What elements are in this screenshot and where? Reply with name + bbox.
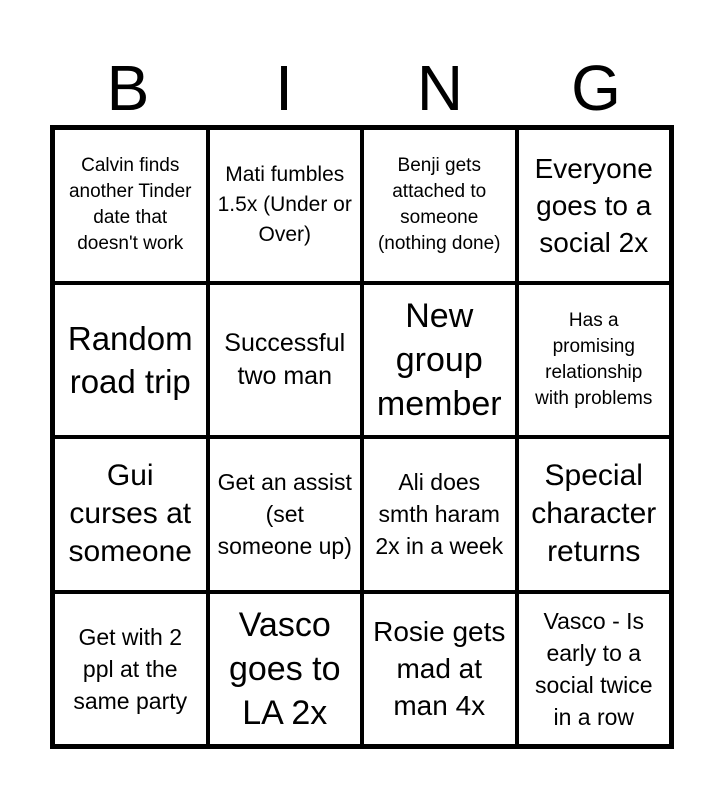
cell-text: Ali does smth haram 2x in a week	[375, 469, 504, 560]
cell-text: Gui curses at someone	[68, 459, 192, 569]
cell-text: Mati fumbles 1.5x (Under or Over)	[217, 163, 352, 247]
bingo-cell[interactable]	[517, 283, 672, 438]
bingo-cell[interactable]	[208, 592, 363, 747]
bingo-cell[interactable]	[517, 437, 672, 592]
bingo-header	[50, 52, 674, 124]
bingo-cell[interactable]	[362, 437, 517, 592]
bingo-cell[interactable]	[208, 128, 363, 283]
cell-text: Everyone goes to a social 2x	[534, 152, 653, 258]
cell-text: Rosie gets mad at man 4x	[373, 616, 506, 722]
bingo-cell[interactable]	[208, 437, 363, 592]
cell-text: Vasco goes to LA 2x	[228, 605, 341, 732]
bingo-cell[interactable]	[362, 283, 517, 438]
bingo-cell[interactable]	[53, 283, 208, 438]
bingo-cell[interactable]	[53, 592, 208, 747]
cell-text: Get with 2 ppl at the same party	[73, 623, 188, 714]
cell-text: Successful two man	[224, 328, 346, 390]
bingo-cell[interactable]	[53, 437, 208, 592]
bingo-grid	[50, 125, 674, 749]
cell-text: Calvin finds another Tinder date that doesn't work	[68, 155, 192, 255]
cell-text: New group member	[376, 296, 502, 423]
cell-text: Special character returns	[531, 459, 657, 569]
cell-text: Vasco - Is early to a social twice in a row	[534, 607, 653, 730]
bingo-cell[interactable]	[53, 128, 208, 283]
bingo-cell[interactable]	[208, 283, 363, 438]
cell-text: Random road trip	[67, 319, 193, 400]
cell-text: Has a promising relationship with problems	[535, 309, 653, 409]
bingo-cell[interactable]	[362, 592, 517, 747]
header-letter-b: B	[106, 52, 150, 124]
bingo-cell[interactable]	[517, 592, 672, 747]
cell-text: Get an assist (set someone up)	[217, 469, 352, 560]
header-letter-g: G	[571, 52, 621, 124]
header-letter-i: I	[275, 52, 293, 124]
cell-text: Benji gets attached to someone (nothing done)	[377, 155, 501, 255]
header-letter-n: N	[416, 52, 464, 124]
bingo-cell[interactable]	[517, 128, 672, 283]
bingo-cell[interactable]	[362, 128, 517, 283]
